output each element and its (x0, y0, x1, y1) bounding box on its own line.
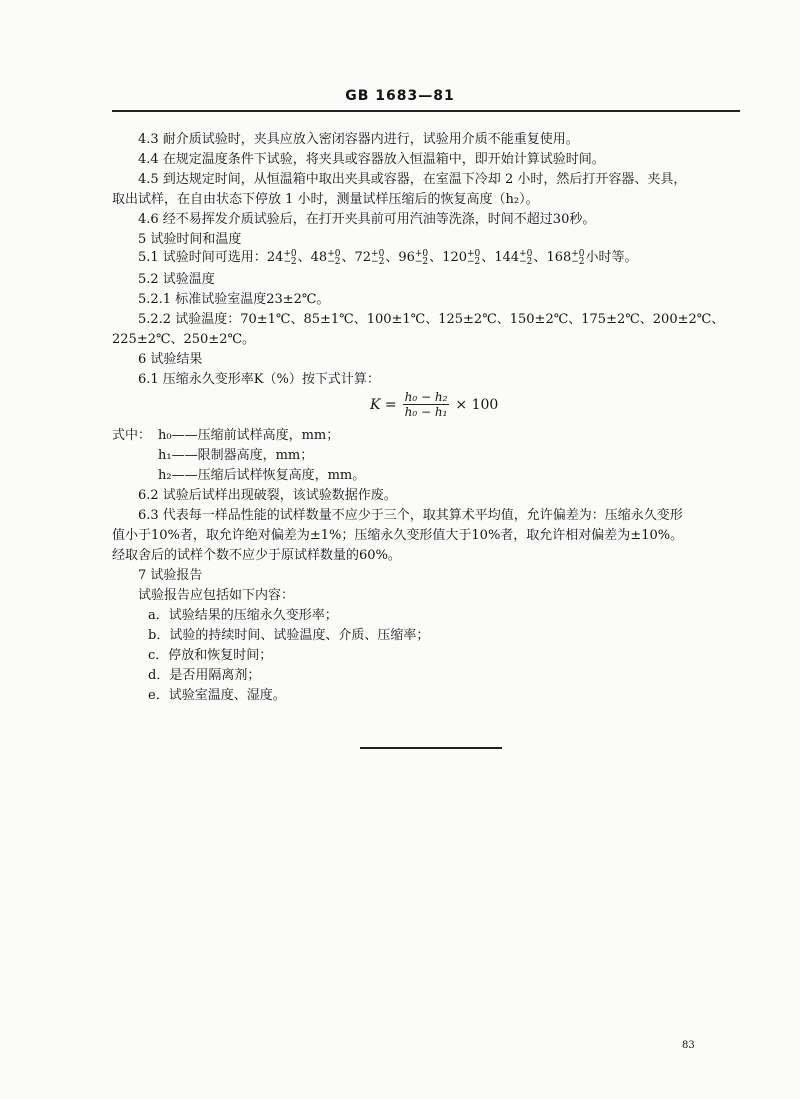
time-separator: 、 (341, 250, 355, 265)
para-5-2-2-line2: 225±2℃、250±2℃。 (112, 332, 256, 347)
tolerance-lower: −2 (283, 256, 297, 267)
tolerance-lower: −2 (414, 256, 429, 267)
report-item-e: e．试验室温度、湿度。 (148, 688, 286, 703)
time-tolerance (283, 250, 296, 266)
tolerance-upper: +0 (467, 248, 481, 259)
time-option-value: 120 (442, 250, 468, 265)
deformation-formula (370, 390, 498, 419)
para-5-2: 5.2 试验温度 (138, 272, 215, 287)
para-6-2: 6.2 试验后试样出现破裂，该试验数据作废。 (138, 488, 397, 503)
time-tolerance (519, 250, 532, 266)
formula-rhs: × 100 (455, 396, 499, 413)
page-number: 83 (682, 1040, 695, 1051)
header-rule (112, 110, 740, 112)
report-item-b: b．试验的持续时间、试验温度、介质、压缩率； (148, 628, 430, 643)
para-4-5-line2: 取出试样，在自由状态下停放 1 小时，测量试样压缩后的恢复高度（h₂）。 (112, 192, 539, 207)
definition-h1: h₁——限制器高度，mm； (158, 448, 314, 463)
report-intro: 试验报告应包括如下内容： (138, 588, 295, 603)
tolerance-lower: −2 (327, 256, 341, 267)
tolerance-lower: −2 (467, 256, 481, 267)
time-separator: 、 (297, 250, 311, 265)
para-5-2-2-line1: 5.2.2 试验温度：70±1℃、85±1℃、100±1℃、125±2℃、150±2℃、175±2℃、200±2℃、 (138, 312, 725, 327)
time-separator: 、 (481, 250, 495, 265)
time-tolerance (571, 250, 584, 266)
time-options (267, 250, 586, 265)
time-tolerance (415, 250, 428, 266)
time-option-value: 144 (494, 250, 520, 265)
formula-denominator: h₀ − h₁ (404, 405, 448, 419)
definition-h2: h₂——压缩后试样恢复高度，mm。 (158, 468, 366, 483)
tolerance-upper: +0 (571, 248, 585, 259)
tolerance-upper: +0 (519, 248, 533, 259)
formula-fraction (403, 390, 450, 419)
time-option-value: 48 (310, 250, 328, 265)
formula-lhs: K = (370, 396, 397, 413)
para-5-1-suffix: 小时等。 (585, 250, 638, 265)
tolerance-lower: −2 (519, 256, 533, 267)
para-6-3-line3: 经取舍后的试样个数不应少于原试样数量的60%。 (112, 548, 401, 563)
time-separator: 、 (385, 250, 399, 265)
time-option-value: 24 (266, 250, 284, 265)
tolerance-upper: +0 (283, 248, 297, 259)
para-5-2-1: 5.2.1 标准试验室温度23±2℃。 (138, 292, 330, 307)
para-6-3-line1: 6.3 代表每一样品性能的试样数量不应少于三个，取其算术平均值，允许偏差为：压缩永久变形 (138, 508, 683, 523)
time-option-value: 96 (398, 250, 415, 265)
definition-h0: h₀——压缩前试样高度，mm； (158, 428, 340, 443)
section-5-title: 5 试验时间和温度 (138, 232, 242, 247)
report-item-d: d．是否用隔离剂； (148, 668, 261, 683)
document-code-header: GB 1683—81 (345, 88, 455, 104)
time-tolerance (327, 250, 340, 266)
time-separator: 、 (429, 250, 443, 265)
where-label: 式中： (112, 428, 152, 443)
tolerance-lower: −2 (371, 256, 385, 267)
time-option-value: 72 (354, 250, 372, 265)
formula-numerator: h₀ − h₂ (404, 390, 448, 404)
time-separator: 、 (533, 250, 547, 265)
time-tolerance (371, 250, 384, 266)
tolerance-upper: +0 (327, 248, 341, 259)
para-6-1: 6.1 压缩永久变形率K（%）按下式计算： (138, 372, 380, 387)
report-item-a: a．试验结果的压缩永久变形率； (148, 608, 338, 623)
para-5-1 (138, 246, 638, 266)
tolerance-upper: +0 (371, 248, 385, 259)
time-option-value: 168 (546, 250, 572, 265)
para-6-3-line2: 值小于10%者，取允许绝对偏差为±1%；压缩永久变形值大于10%者，取允许相对偏差为±10%。 (112, 528, 684, 543)
tolerance-lower: −2 (571, 256, 585, 267)
report-item-c: c．停放和恢复时间； (148, 648, 273, 663)
para-4-3: 4.3 耐介质试验时，夹具应放入密闭容器内进行，试验用介质不能重复使用。 (138, 132, 579, 147)
para-4-6: 4.6 经不易挥发介质试验后，在打开夹具前可用汽油等洗涤，时间不超过30秒。 (138, 212, 596, 227)
para-4-4: 4.4 在规定温度条件下试验，将夹具或容器放入恒温箱中，即开始计算试验时间。 (138, 152, 605, 167)
section-7-title: 7 试验报告 (138, 568, 203, 583)
time-tolerance (467, 250, 480, 266)
tolerance-upper: +0 (414, 248, 429, 259)
para-4-5-line1: 4.5 到达规定时间，从恒温箱中取出夹具或容器，在室温下冷却 2 小时，然后打开容器、夹具， (138, 172, 687, 187)
section-6-title: 6 试验结果 (138, 352, 203, 367)
end-rule (360, 747, 502, 749)
para-5-1-prefix: 5.1 试验时间可选用： (138, 250, 267, 265)
